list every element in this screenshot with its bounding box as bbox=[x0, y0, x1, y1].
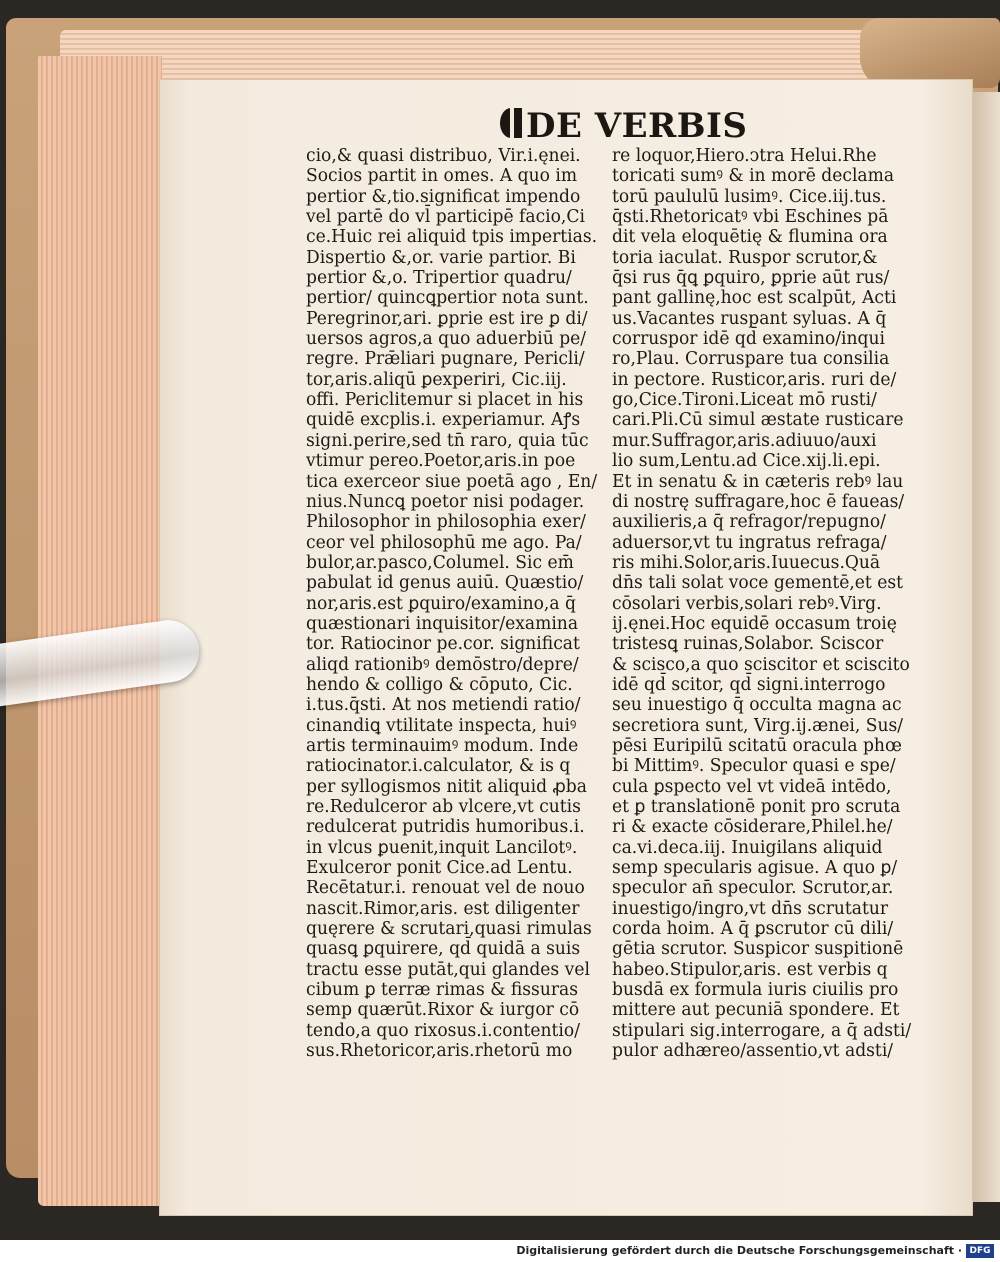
text-line: quasꝗ ꝑquirere, qd̄ quidā a suis bbox=[306, 939, 581, 960]
text-line: ratiocinator.i.calculator, & is q bbox=[306, 756, 571, 777]
text-line: offi. Periclitemur si placet in his bbox=[306, 390, 584, 411]
running-head-text: DE VERBIS bbox=[526, 106, 748, 146]
text-line: aduersor,vt tu ingratus refraga/ bbox=[612, 532, 887, 553]
text-line: pabulat id genus auiū. Quæstio/ bbox=[306, 573, 584, 594]
text-line: tor. Ratiocinor pe.cor. significat bbox=[306, 634, 580, 655]
text-line: quidē excplis.i. experiamur. Aꝭs bbox=[306, 410, 581, 431]
text-line: pulor adhæreo/assentio,vt adsti/ bbox=[612, 1041, 894, 1062]
text-line: re.Redulceror ab vlcere,vt cutis bbox=[306, 797, 581, 817]
text-line: bulor,ar.pasco,Columel. Sic em̄ bbox=[306, 552, 574, 573]
text-line: et ꝑ translationē ponit pro scruta bbox=[612, 797, 901, 817]
text-line: signi.perire,sed tn̄ raro, quia tūc bbox=[306, 430, 589, 451]
text-line: q̄sti.Rhetoricatꝰ vbi Eschines pā bbox=[612, 207, 889, 228]
text-line: di nostrę suffragare,hoc ē faueas/ bbox=[612, 491, 905, 512]
facing-page-edge bbox=[968, 92, 1000, 1202]
text-line: quęrere & scrutari,quasi rimulas bbox=[306, 919, 592, 940]
text-line: habeo.Stipulor,aris. est verbis q bbox=[612, 959, 888, 980]
text-line: stipulari sig.interrogare, a q̄ adsti/ bbox=[612, 1020, 912, 1041]
dfg-logo: DFG bbox=[966, 1244, 994, 1258]
text-line: hendo & colligo & cōputo, Cic. bbox=[306, 674, 573, 695]
text-line: Et in senatu & in cæteris rebꝰ lau bbox=[612, 471, 904, 492]
text-line: bi Mittimꝰ. Speculor quasi e spe/ bbox=[612, 756, 896, 777]
text-line: Recētatur.i. renouat vel de nouo bbox=[306, 878, 585, 899]
text-line: tor,aris.aliqū ꝑexperiri, Cic.iij. bbox=[306, 369, 567, 390]
text-line: seu inuestigo q̄ occulta magna ac bbox=[612, 695, 902, 716]
text-line: Peregrinor,ari. ꝑprie est ire ꝑ di/ bbox=[306, 308, 588, 329]
text-line: ro,Plau. Corruspare tua consilia bbox=[612, 349, 890, 370]
text-line: secretiora sunt, Virg.ij.ænei, Sus/ bbox=[612, 715, 904, 736]
pilcrow-icon bbox=[498, 105, 524, 141]
text-line: corda hoim. A q̄ ꝑscrutor cū dili/ bbox=[612, 919, 894, 940]
running-head bbox=[498, 104, 747, 148]
text-line: mur.Suffragor,aris.adiuuo/auxi bbox=[612, 430, 877, 451]
text-line: ij.ęnei.Hoc equidē occasum troię bbox=[612, 613, 897, 634]
text-line: torū paululū lusimꝰ. Cice.iij.tus. bbox=[612, 186, 887, 207]
text-line: idē qd̄ scitor, qd̄ signi.interrogo bbox=[612, 674, 886, 695]
text-line: & scisco,a quo sciscitor et sciscito bbox=[612, 654, 910, 675]
text-line: busdā ex formula iuris ciuilis pro bbox=[612, 980, 899, 1001]
text-line: pēsi Euripilū scitatū oracula phœ bbox=[612, 735, 902, 756]
text-line: tica exerceor siue poetā ago , En/ bbox=[306, 471, 598, 492]
text-line: semp specularis agisue. A quo ꝑ/ bbox=[612, 858, 898, 879]
text-line: us.Vacantes ruspant syluas. A q̄ bbox=[612, 308, 887, 329]
text-line: in pectore. Rusticor,aris. ruri de/ bbox=[612, 369, 897, 390]
text-line: speculor an̄ speculor. Scrutor,ar. bbox=[612, 878, 894, 899]
text-line: aliqd rationibꝰ demōstro/depre/ bbox=[306, 654, 579, 675]
text-line: ca.vi.deca.iij. Inuigilans aliquid bbox=[612, 837, 883, 858]
text-line: nius.Nuncꝗ poetor nisi podager. bbox=[306, 491, 585, 512]
text-line: uersos agros,a quo aduerbiū pe/ bbox=[306, 329, 587, 350]
text-line: pertior &,tio.significat impendo bbox=[306, 186, 581, 207]
text-line: artis terminauimꝰ modum. Inde bbox=[306, 735, 579, 756]
text-line: re loquor,Hiero.ↄtra Helui.Rhe bbox=[612, 146, 877, 166]
top-page-edges bbox=[60, 30, 975, 86]
text-line: ceor vel philosophū me ago. Pa/ bbox=[306, 532, 582, 553]
text-line: cari.Pli.Cū simul æstate rusticare bbox=[612, 410, 904, 431]
text-line: per syllogismos nitit aliquid ꝓba bbox=[306, 776, 587, 797]
text-line: vtimur pereo.Poetor,aris.in poe bbox=[306, 451, 576, 472]
text-line: Socios partit in omes. A quo im bbox=[306, 166, 578, 187]
text-line: vel partē do vl̄ participē facio,Ci bbox=[306, 207, 585, 228]
digitization-credit: Digitalisierung gefördert durch die Deutsche Forschungsgemeinschaft · bbox=[516, 1244, 962, 1257]
right-text-column bbox=[612, 146, 917, 1061]
text-line: inuestigo/ingro,vt dn̄s scrutatur bbox=[612, 898, 889, 919]
text-line: mittere aut pecuniā spondere. Et bbox=[612, 1000, 900, 1021]
text-line: Dispertio &,or. varie partior. Bi bbox=[306, 247, 576, 268]
text-line: i.tus.q̄sti. At nos metiendi ratio/ bbox=[306, 695, 581, 716]
text-line: auxilieris,a q̄ refragor/repugno/ bbox=[612, 512, 886, 533]
text-line: redulcerat putridis humoribus.i. bbox=[306, 817, 585, 838]
text-line: regre. Prǣliari pugnare, Pericli/ bbox=[306, 349, 585, 370]
text-line: pertior &,o. Tripertior quadru/ bbox=[306, 268, 572, 289]
text-line: Philosophor in philosophia exer/ bbox=[306, 512, 586, 533]
text-line: tendo,a quo rixosus.i.contentio/ bbox=[306, 1020, 580, 1041]
text-line: cinandiꝗ vtilitate inspecta, huiꝰ bbox=[306, 715, 577, 736]
text-line: pertior/ quincꝗpertior nota sunt. bbox=[306, 288, 589, 309]
left-text-column bbox=[306, 146, 611, 1061]
text-line: ri & exacte cōsiderare,Philel.he/ bbox=[612, 817, 893, 838]
text-line: ce.Huic rei aliquid tpis impertias. bbox=[306, 227, 598, 248]
text-line: gētia scrutor. Suspicor suspitionē bbox=[612, 939, 904, 960]
text-line: lio sum,Lentu.ad Cice.xij.li.epi. bbox=[612, 451, 881, 472]
text-line: ris mihi.Solor,aris.Iuuecus.Quā bbox=[612, 552, 881, 573]
text-line: cibum ꝑ terræ rimas & fissuras bbox=[306, 980, 579, 1001]
text-line: cula ꝑspecto vel vt videā intēdo, bbox=[612, 776, 892, 797]
text-line: nor,aris.est ꝑquiro/examino,a q̄ bbox=[306, 593, 576, 614]
text-line: sus.Rhetoricor,aris.rhetorū mo bbox=[306, 1041, 573, 1062]
text-line: dit vela eloquētię & flumina ora bbox=[612, 227, 888, 248]
text-line: corruspor idē qd̄ examino/inqui bbox=[612, 329, 885, 350]
text-line: q̄si rus q̄ꝗ ꝑquiro, ꝑprie aūt rus/ bbox=[612, 268, 890, 289]
text-line: toria iaculat. Ruspor scrutor,& bbox=[612, 247, 878, 268]
text-line: quæstionari inquisitor/examina bbox=[306, 613, 579, 634]
text-line: cōsolari verbis,solari rebꝰ.Virg. bbox=[612, 593, 882, 614]
text-line: cio,& quasi distribuo, Vir.i.ęnei. bbox=[306, 146, 581, 166]
text-line: in vlcus ꝑuenit,inquit Lancilotꝰ. bbox=[306, 837, 578, 858]
text-line: semp quærūt.Rixor & iurgor cō bbox=[306, 1000, 580, 1021]
text-line: toricati sumꝰ & in morē declama bbox=[612, 166, 895, 187]
text-line: Exulceror ponit Cice.ad Lentu. bbox=[306, 858, 573, 879]
text-line: tractu esse putāt,qui glandes vel bbox=[306, 959, 590, 980]
text-line: dn̄s tali solat voce gementē,et est bbox=[612, 573, 903, 594]
text-line: pant gallinę,hoc est scalpūt, Acti bbox=[612, 288, 897, 309]
text-line: tristesꝗ ruinas,Solabor. Sciscor bbox=[612, 634, 884, 655]
text-line: go,Cice.Tironi.Liceat mō rusti/ bbox=[612, 390, 877, 411]
torn-spine-corner bbox=[860, 18, 1000, 88]
text-line: nascit.Rimor,aris. est diligenter bbox=[306, 898, 580, 919]
